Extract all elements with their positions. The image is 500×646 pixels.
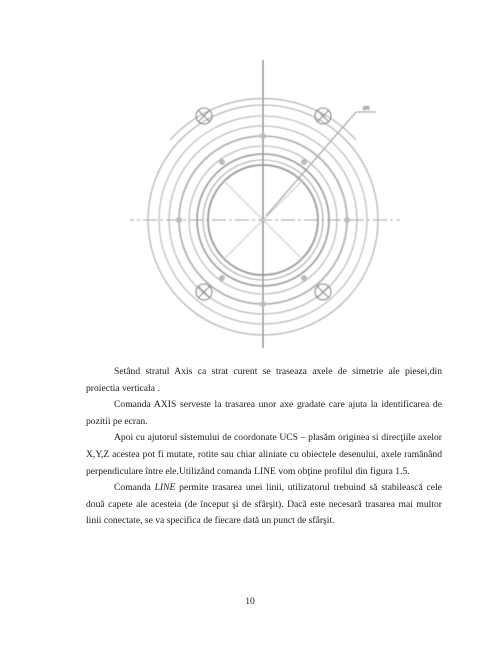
body-text xyxy=(86,364,442,530)
paragraph-2: Comanda AXIS serveste la trasarea unor axe gradate care ajuta la identificarea de pozitii pe ecran. xyxy=(86,399,442,427)
dimension-label: Ø8 xyxy=(363,106,370,112)
line-command-term: LINE xyxy=(154,482,176,494)
paragraph-1: Setând stratul Axis ca strat curent se traseaza axele de simetrie ale piesei,din proiectia verticala . xyxy=(86,366,442,394)
paragraph-3: Apoi cu ajutorul sistemului de coordonate UCS – plasăm originea si direcţiile axelor X,Y,Z acestea pot fi mutate, rotite sau chiar aliniate cu obiectele desenului, axele ramânând perpendiculare între ele.Utilizând comanda LINE vom obţine profilul din figura 1.5. xyxy=(86,432,442,477)
paragraph-4 xyxy=(86,480,442,530)
paragraph-4-rest: permite trasarea unei linii, utilizatorul trebuind să stabilească cele două capete ale acesteia (de început şi de sfârşit). Dacă este necesară trasarea mai multor linii conectate, se va specifica de fiecare dată un punct de sfârşit. xyxy=(86,482,442,527)
page-number: 10 xyxy=(245,596,255,607)
technical-drawing-flange xyxy=(130,30,400,350)
paragraph-4-start: Comanda xyxy=(114,482,155,494)
